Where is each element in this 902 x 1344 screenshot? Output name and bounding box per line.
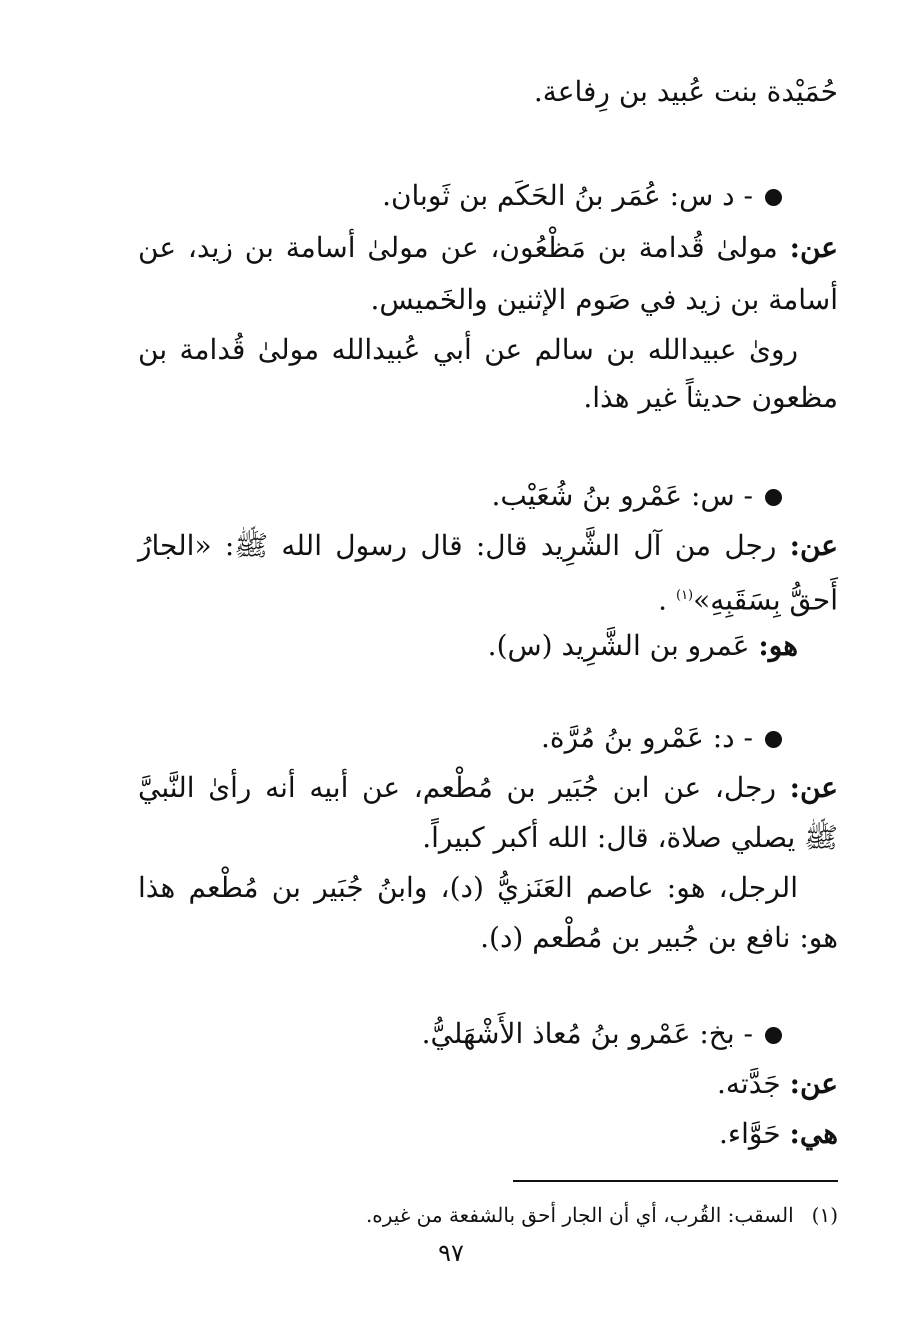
continuation-line: حُمَيْدة بنت عُبيد بن رِفاعة. xyxy=(533,75,838,108)
bullet-icon xyxy=(765,189,782,206)
entry-heading: - د: عَمْرو بنُ مُرَّة. xyxy=(138,718,838,758)
bullet-icon xyxy=(765,731,782,748)
page-number: ٩٧ xyxy=(438,1239,464,1267)
entry-heading: - د س: عُمَر بنُ الحَكَم بن ثَوبان. xyxy=(138,176,838,216)
entry-text-line: أسامة بن زيد في صَوم الإثنين والخَميس. xyxy=(370,283,838,316)
entry-text-line: هي: حَوَّاء. xyxy=(719,1117,838,1150)
entry-text-line: ﷺ يصلي صلاة، قال: الله أكبر كبيراً. xyxy=(422,821,838,854)
entry-text-line: عن: جَدَّته. xyxy=(717,1067,838,1100)
entry-text-line: أَحقُّ بِسَقَبِهِ»$^{(١)}$ . xyxy=(658,583,838,617)
entry-text-line: الرجل، هو: عاصم العَنَزيُّ (د)، وابنُ جُبَير بن مُطْعم هذا xyxy=(138,871,798,904)
entry-text-line: هو: عَمرو بن الشَّرِيد (س). xyxy=(487,629,798,662)
entry-text-line: مظعون حديثاً غير هذا. xyxy=(583,381,838,414)
footnote-divider xyxy=(513,1180,838,1182)
bullet-icon xyxy=(765,1027,782,1044)
entry-text-line: عن: رجل، عن ابن جُبَير بن مُطْعم، عن أبيه أنه رأىٰ النَّبيَّ xyxy=(138,771,838,804)
entry-text-line: روىٰ عبيدالله بن سالم عن أبي عُبيدالله مولىٰ قُدامة بن xyxy=(138,333,798,366)
footnote-number: (١) xyxy=(811,1203,838,1227)
entry-heading: - بخ: عَمْرو بنُ مُعاذ الأَشْهَليُّ. xyxy=(138,1014,838,1054)
footnote-text: السقب: القُرب، أي أن الجار أحق بالشفعة من غيره. xyxy=(365,1203,794,1227)
entry-heading: - س: عَمْرو بنُ شُعَيْب. xyxy=(138,476,838,516)
entry-text-line: عن: مولىٰ قُدامة بن مَظْعُون، عن مولىٰ أسامة بن زيد، عن xyxy=(138,231,839,264)
footnote xyxy=(138,1200,838,1230)
bullet-icon xyxy=(765,489,782,506)
footnote-ref: (١) xyxy=(675,588,694,603)
entry-text-line: هو: نافع بن جُبير بن مُطْعم (د). xyxy=(480,921,838,954)
entry-text-line: عن: رجل من آل الشَّرِيد قال: قال رسول الله ﷺ: «الجارُ xyxy=(138,529,838,562)
